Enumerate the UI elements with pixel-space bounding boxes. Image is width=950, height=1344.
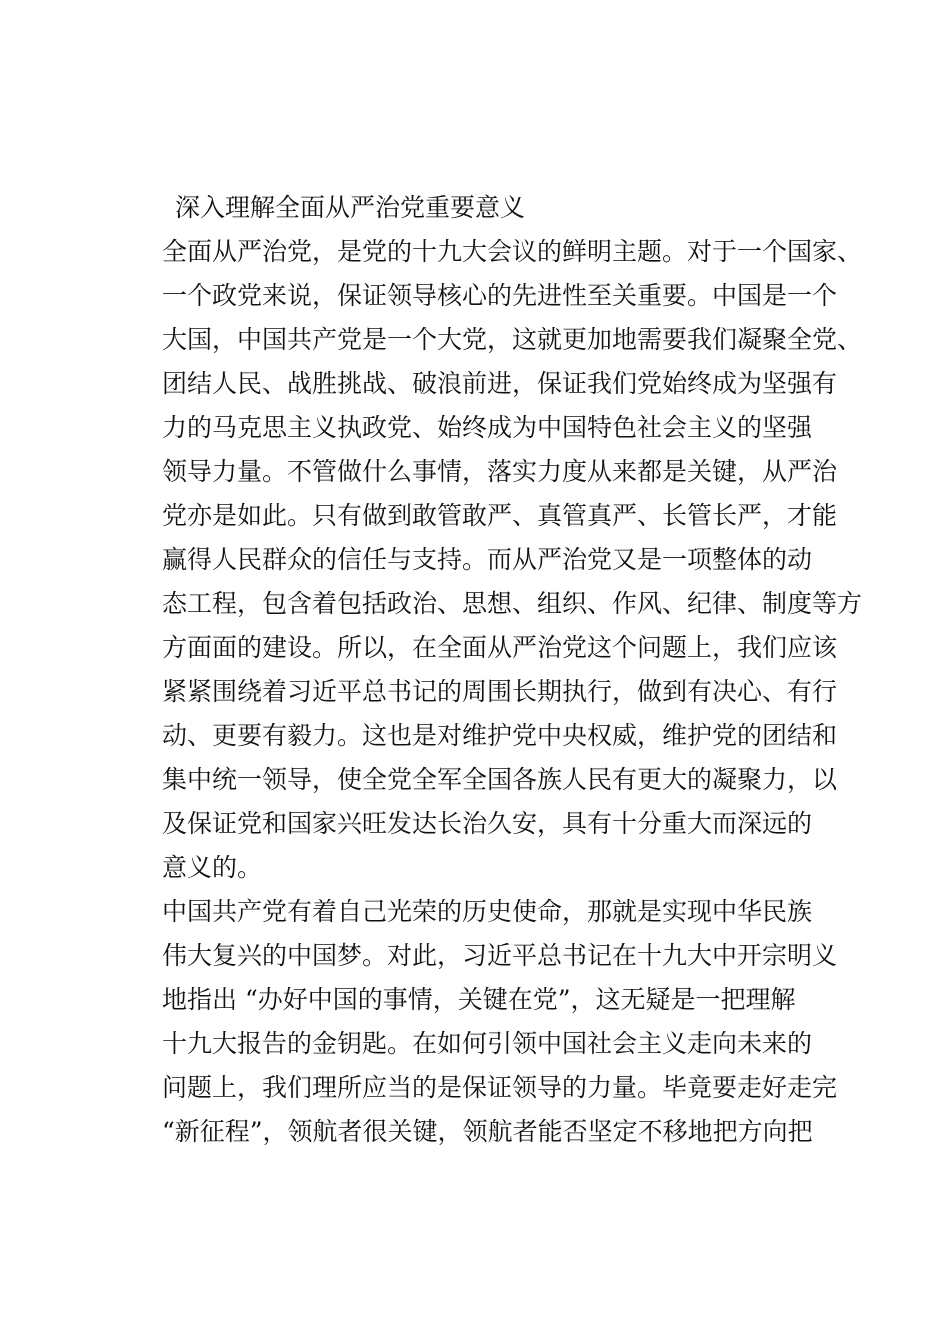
text-line: 方面面的建设。所以，在全面从严治党这个问题上，我们应该 xyxy=(162,633,838,662)
text-line: 党亦是如此。只有做到敢管敢严、真管真严、长管长严，才能 xyxy=(162,501,838,530)
text-line: 及保证党和国家兴旺发达长治久安，具有十分重大而深远的 xyxy=(162,809,813,838)
text-line: 紧紧围绕着习近平总书记的周围长期执行，做到有决心、有行 xyxy=(162,677,838,706)
document-title: 深入理解全面从严治党重要意义 xyxy=(175,193,526,222)
text-line: 态工程，包含着包括政治、思想、组织、作风、纪律、制度等方 xyxy=(162,589,863,618)
text-line: 中国共产党有着自己光荣的历史使命，那就是实现中华民族 xyxy=(162,897,813,926)
text-line: 力的马克思主义执政党、始终成为中国特色社会主义的坚强 xyxy=(162,413,813,442)
text-line: 团结人民、战胜挑战、破浪前进，保证我们党始终成为坚强有 xyxy=(162,369,838,398)
text-line: 伟大复兴的中国梦。对此，习近平总书记在十九大中开宗明义 xyxy=(162,941,838,970)
text-line: 一个政党来说，保证领导核心的先进性至关重要。中国是一个 xyxy=(162,281,838,310)
text-line: 大国，中国共产党是一个大党，这就更加地需要我们凝聚全党、 xyxy=(162,325,863,354)
text-line: 集中统一领导，使全党全军全国各族人民有更大的凝聚力，以 xyxy=(162,765,838,794)
text-line: “新征程”，领航者很关键，领航者能否坚定不移地把方向把 xyxy=(162,1117,813,1146)
text-line: 意义的。 xyxy=(162,853,263,882)
text-line: 问题上，我们理所应当的是保证领导的力量。毕竟要走好走完 xyxy=(162,1073,838,1102)
text-line: 动、更要有毅力。这也是对维护党中央权威，维护党的团结和 xyxy=(162,721,838,750)
text-line: 领导力量。不管做什么事情，落实力度从来都是关键，从严治 xyxy=(162,457,838,486)
text-line: 全面从严治党，是党的十九大会议的鲜明主题。对于一个国家、 xyxy=(162,237,863,266)
text-line: 赢得人民群众的信任与支持。而从严治党又是一项整体的动 xyxy=(162,545,813,574)
text-line: 地指出 “办好中国的事情，关键在党”，这无疑是一把理解 xyxy=(162,985,796,1014)
text-line: 十九大报告的金钥匙。在如何引领中国社会主义走向未来的 xyxy=(162,1029,813,1058)
